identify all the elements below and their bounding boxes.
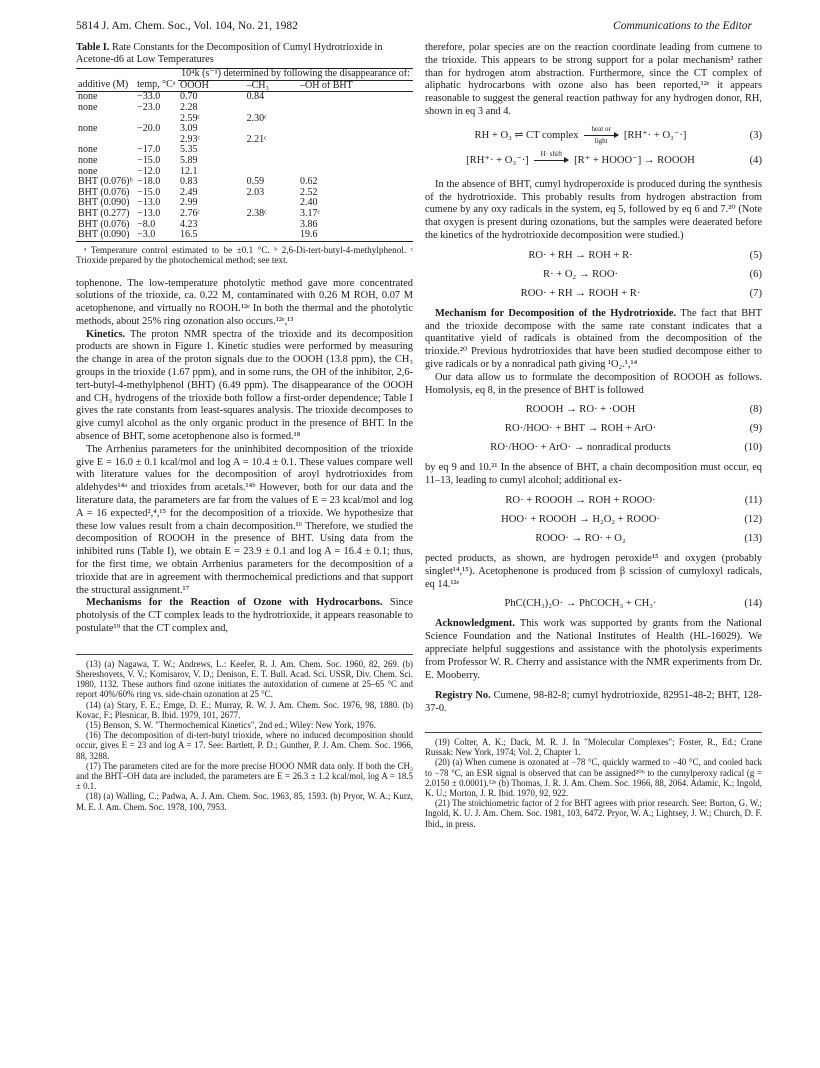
equations-5-7	[425, 247, 762, 304]
reference-entry: (20) (a) When cumene is ozonated at −78 °C, quickly warmed to −40 °C, and cooled back to −78 °C, an ESR signal is observed that can be assigned²⁰ᵇ to the cumylperoxy radical (g = 2.0150 ± 0.0001).¹²ᵉ (b) Thomas, J. R. J. Am. Chem. Soc. 1966, 88, 2064. Adamic, K.; Ingold, K. U.; Morton, J. R. Ibid. 1970, 92, 922.	[425, 757, 762, 798]
rate-constants-table	[76, 68, 413, 242]
table-row	[76, 103, 413, 114]
table-row	[76, 209, 413, 220]
paragraph-heading: Mechanisms for the Reaction of Ozone with Hydrocarbons.	[86, 597, 383, 609]
equation	[425, 420, 762, 439]
equation-number: (12)	[744, 514, 762, 526]
table-cell	[245, 230, 298, 241]
registry-numbers	[425, 690, 762, 716]
acknowledgment	[425, 618, 762, 682]
table-header-row	[76, 80, 413, 92]
equation-body: PhC(CH₃)₂O· → PhCOCH₃ + CH₃·	[504, 598, 657, 610]
table-row	[76, 92, 413, 103]
table-cell: 2.99	[179, 197, 198, 209]
eq3-right: [RH⁺· + O₃⁻·]	[623, 129, 687, 141]
table-cell: 0.84	[246, 91, 265, 103]
equation-number: (5)	[749, 249, 762, 261]
table-cell: 2.40	[299, 197, 318, 209]
equation	[425, 285, 762, 304]
left-paragraph	[76, 597, 413, 635]
table-footnote: ᵃ Temperature control estimated to be ±0.1 °C. ᵇ 2,6-Di-tert-butyl-4-methylphenol. ᶜ Trioxide prepared by the photochemical method; see text.	[76, 244, 413, 266]
table-caption-label: Table I.	[76, 42, 110, 53]
table-cell: 5.89	[179, 154, 198, 166]
reference-entry: (21) The stoichiometric factor of 2 for BHT agrees with prior research. See: Burton, G. W.; Ingold, K. U. J. Am. Chem. Soc. 1981, 103, 6472. Pryor, W. A.; Lightsey, J. W.; Church, D. F. Ibid., in press.	[425, 798, 762, 829]
right-paragraph-6: pected products, as shown, are hydrogen peroxide¹⁵ and oxygen (probably singlet¹⁴,¹⁵). Acetophenone is produced from β scission of cumyloxyl radicals, eq 14.¹²ᵉ	[425, 552, 762, 590]
right-paragraph-1: therefore, polar species are on the reaction coordinate leading from cumene to the trioxide. This appears to be strong support for a polar mechanism² rather than for hydrogen atom abstraction. Furthermore, since the CT complex of aliphatic hydrocarbons with ozone also has been reported,¹²ᵉ it appears reasonable to suggest the general reaction pathway for any hydrogen donor, RH, shown in eq 3 and 4.	[425, 42, 762, 117]
equation-body: R· + O₂ → ROO·	[543, 268, 618, 280]
eq4-left: [RH⁺· + O₃⁻·]	[466, 154, 529, 166]
right-references	[425, 732, 762, 829]
table-header-cell: –OH of BHT	[299, 79, 353, 91]
table-cell: none	[78, 101, 98, 113]
left-paragraph	[76, 329, 413, 444]
equation-3	[425, 124, 762, 146]
table-cell: −20.0	[137, 123, 161, 135]
equations-8-10	[425, 401, 762, 458]
table-cell	[298, 124, 413, 135]
table-cell: 2.59ᶜ	[179, 112, 201, 124]
table-cell: −3.0	[137, 229, 156, 241]
table-cell: none	[78, 91, 98, 103]
equation-body: RO· + ROOOH → ROH + ROOO·	[505, 495, 656, 507]
reference-entry: (19) Colter, A. K.; Dack, M. R. J. In "Molecular Complexes"; Foster, R., Ed.; Crane Russak: New York, 1974; Vol. 2, Chapter 1.	[425, 736, 762, 758]
reference-entry: (14) (a) Stary, F. E.; Emge, D. E.; Murray, R. W. J. Am. Chem. Soc. 1976, 98, 1880. (b) Kovac, F.; Plesnicar, B. Ibid. 1979, 101, 2677.	[76, 699, 413, 720]
equations-11-13	[425, 492, 762, 549]
table-body	[76, 92, 413, 241]
reference-entry: (13) (a) Nagawa, T. W.; Andrews, L.: Keefer, R. J. Am. Chem. Soc. 1960, 82, 269. (b) Shereshovets, V. V.; Komisarov, V. D.; Denison, E. T. Bull. Acad. Sci. USSR, Div. Chem. Sci. 1980, 1132. These authors find ozone initiates the autoxidation of cumene at 25–65 °C and report 40%/60% ring vs. side-chain ozonation at 25 °C.	[76, 658, 413, 700]
left-paragraph	[76, 444, 413, 598]
equation	[425, 401, 762, 420]
paragraph-text: The proton NMR spectra of the trioxide and its decomposition products are shown in Figure 1. Kinetic studies were performed by measuring the change in area of the proton signals due to the OOOH (13.8 ppm), the CH₃ groups in the trioxide (1.67 ppm), and in some runs, the OH of the inhibitor, 2,6-tert-butyl-4-methylphenol (BHT) (6.49 ppm). The disappearance of the OOOH and CH₃ hydrogens of the trioxide both follow a first-order dependence; Table I gives the rate constants from least-squares analysis. The trioxide decomposes to give cumyl alcohol as the only organic product in the presence of BHT. In the absence of BHT, some acetophenone also is formed.¹⁸	[76, 328, 413, 443]
ack-text: This work was supported by grants from the National Science Foundation and the National Institutes of Health (HL-16029). We appreciate helpful suggestions and assistance with the photolysis experiments from Professor W. R. Cherry and assistance with the NMR experiments from Dr. E. Mooberry.	[425, 618, 762, 681]
table-cell: 2.30ᶜ	[246, 112, 267, 124]
table-cell	[298, 114, 413, 125]
running-header	[76, 20, 752, 36]
reference-entry: (18) (a) Walling, C.; Padwa, A. J. Am. Chem. Soc. 1963, 85, 1593. (b) Pryor, W. A.; Kurz, M. E. J. Am. Chem. Soc. 1978, 100, 7953.	[76, 791, 413, 812]
equation-number: (9)	[749, 423, 762, 435]
table-cell: 3.09	[179, 123, 198, 135]
table-cell: −23.0	[137, 101, 161, 113]
eq4-right: [R⁺ + HOOO⁻] → ROOOH	[574, 154, 695, 166]
table-cell: 4.23	[179, 218, 198, 230]
left-column	[76, 42, 413, 812]
table-cell: BHT (0.090)	[78, 229, 130, 241]
table-cell: 3.86	[299, 218, 318, 230]
table-cell	[245, 156, 298, 167]
equation-number: (13)	[744, 533, 762, 545]
table-cell: 16.5	[179, 229, 198, 241]
table-cell: −18.0	[137, 176, 161, 188]
table-cell: BHT (0.090)	[78, 197, 130, 209]
equation-body: RO· + RH → ROH + R·	[528, 249, 633, 261]
eq4-number: (4)	[749, 154, 762, 166]
table-cell: 2.03	[246, 186, 265, 198]
table-cell	[298, 135, 413, 146]
table-cell: 2.28	[179, 101, 198, 113]
table-cell: BHT (0.076)	[78, 186, 130, 198]
table-header-cell: –CH₃	[246, 79, 269, 91]
left-references	[76, 654, 413, 812]
equation	[425, 595, 762, 614]
table-cell: −15.0	[137, 154, 161, 166]
eq3-number: (3)	[749, 129, 762, 141]
table-cell: 2.52	[299, 186, 318, 198]
table-cell: 5.35	[179, 144, 198, 156]
equation-body: RO·/HOO· + ArO· → nonradical products	[490, 442, 671, 454]
eq3-above: heat or	[591, 124, 611, 133]
right-paragraph-2: In the absence of BHT, cumyl hydroperoxide is produced during the synthesis of the hydrotrioxide. This probably results from hydrogen abstraction from cumene by any oxy radicals in the system, eq 5, followed by eq 6 and 7.²⁰ (Note that oxygen is present during ozonations, but the samples were deaerated before the kinetics of the hydrotrioxide decomposition were studied.)	[425, 178, 762, 241]
table-row	[76, 124, 413, 135]
eq3-left: RH + O₃ ⇌ CT complex	[474, 129, 579, 141]
table-cell: none	[78, 123, 98, 135]
table-row	[76, 230, 413, 241]
table-cell: −12.0	[137, 165, 161, 177]
table-header-cell: OOOH	[179, 79, 209, 91]
table-cell: BHT (0.277)	[78, 207, 130, 219]
paragraph-heading: Kinetics.	[86, 328, 125, 340]
registry-text: Cumene, 98-82-8; cumyl hydrotrioxide, 82951-48-2; BHT, 128-37-0.	[425, 690, 762, 715]
table-cell: BHT (0.076)ᵇ	[78, 176, 133, 188]
table-cell: 0.70	[179, 91, 198, 103]
table-cell: 0.83	[179, 176, 198, 188]
eq4-arrow	[534, 149, 568, 161]
table-cell	[298, 103, 413, 114]
table-cell: 2.49	[179, 186, 198, 198]
registry-heading: Registry No.	[435, 690, 491, 702]
equation-number: (10)	[744, 442, 762, 454]
left-body-text	[76, 278, 413, 636]
table-row	[76, 114, 413, 125]
table-cell	[298, 92, 413, 103]
equation-number: (6)	[749, 268, 762, 280]
table-cell: none	[78, 154, 98, 166]
eq4-above: H· shift	[540, 149, 563, 158]
reference-entry: (16) The decomposition of di-tert-butyl trioxide, where no induced decomposition should occur, gives E = 23 and log A = 17. See: Bartlett, P. D.; Gunther, P. J. Am. Chem. Soc. 1966, 88, 3288.	[76, 730, 413, 761]
table-cell: 12.1	[179, 165, 198, 177]
table-header-cell: additive (M)	[78, 79, 129, 91]
mechanism-text: The fact that BHT and the trioxide decompose with the same rate constant indicates that a quantitative yield of radicals is obtained from the decomposition of the trioxide.²⁰ Previous hydrotrioxides that have been studied decompose either to give radicals or by a nonradical path giving ¹O₂.¹,¹⁴	[425, 307, 762, 370]
mechanism-heading: Mechanism for Decomposition of the Hydrotrioxide.	[435, 307, 677, 319]
paragraph-text: The Arrhenius parameters for the uninhibited decomposition of the trioxide give E = 16.0 ± 0.1 kcal/mol and log A = 10.4 ± 0.1. These values compare well with literature values for the decomposition of aroyl hydrotrioxides from aldehydes¹⁴ᵃ and trioxides from acetals.¹⁴ᵇ However, both for our data and the literature data, the parameters are far from the values of E = 23 kcal/mol and log A = 16 expected²,⁴,¹⁵ for the decomposition of a trioxide. We hypothesize that these low values result from a chain decomposition.¹⁶ Therefore, we studied the decomposition of ROOOH in the presence of BHT. Using data from the inhibited runs (Table I), we obtain E = 23.9 ± 0.1 and log A = 16.4 ± 0.1; thus, for the first time, we obtain Arrhenius parameters for the decomposition of a trioxide that are in agreement with thermochemical predictions and that support the structural assignment.¹⁷	[76, 443, 413, 596]
equation	[425, 492, 762, 511]
reference-entry: (17) The parameters cited are for the more precise HOOO NMR data only. If both the CH₃ and the BHT–OH data are included, the parameters are E = 26.3 ± 1.2 kcal/mol, log A = 18.5 ± 0.1.	[76, 760, 413, 792]
equation-number: (11)	[744, 495, 762, 507]
table-cell: 2.76ᶜ	[179, 207, 201, 219]
table-cell: −13.0	[137, 197, 161, 209]
equation-body: ROOOH → RO· + ·OOH	[525, 404, 636, 416]
table-cell: 2.38ᶜ	[246, 207, 267, 219]
paragraph-text: tophenone. The low-temperature photolytic method gave more concentrated solutions of the trioxide, ca. 0.22 M, contaminated with 0.26 M ROH, 0.07 M acetophenone, and virtually no ROOH.¹²ᵉ In both the thermal and the photolytic methods, about 25% ring ozonation also occurs.¹²ᵉ,¹³	[76, 277, 413, 327]
table-row	[76, 135, 413, 146]
table-cell: −13.0	[137, 207, 161, 219]
table-cell: BHT (0.076)	[78, 218, 130, 230]
table-cell	[245, 145, 298, 156]
table-row	[76, 145, 413, 156]
table-cell: 19.6	[299, 229, 318, 241]
equation	[425, 247, 762, 266]
equation-14	[425, 595, 762, 614]
table-cell: 0.59	[246, 176, 265, 188]
table-cell	[298, 145, 413, 156]
left-paragraph	[76, 278, 413, 329]
equation	[425, 439, 762, 458]
table-cell: 0.62	[299, 176, 318, 188]
right-column	[425, 42, 762, 829]
table-cell	[298, 156, 413, 167]
table-caption	[76, 42, 413, 65]
header-section: Communications to the Editor	[613, 20, 752, 32]
right-paragraph-3	[425, 308, 762, 372]
table-cell	[245, 220, 298, 231]
table-cell: −33.0	[137, 91, 161, 103]
header-citation: 5814 J. Am. Chem. Soc., Vol. 104, No. 21, 1982	[76, 20, 298, 32]
eq3-arrow	[584, 124, 618, 145]
paragraph-text: Since photolysis of the CT complex leads to the hydrotrioxide, it appears reasonable to postulate¹⁹ that the CT complex and,	[76, 597, 413, 635]
table-caption-text: Rate Constants for the Decomposition of Cumyl Hydrotrioxide in Acetone-d6 at Low Temperatures	[76, 42, 383, 65]
table-cell: −17.0	[137, 144, 161, 156]
equation	[425, 266, 762, 285]
reference-entry: (15) Benson, S. W. "Thermochemical Kinetics", 2nd ed.; Wiley: New York, 1976.	[86, 720, 376, 731]
equation-number: (8)	[749, 404, 762, 416]
ack-heading: Acknowledgment.	[435, 618, 515, 630]
equation	[425, 530, 762, 549]
table-row	[76, 156, 413, 167]
equation	[425, 511, 762, 530]
table-cell: 2.21ᶜ	[246, 133, 267, 145]
right-paragraph-5: by eq 9 and 10.²¹ In the absence of BHT, a chain decomposition must occur, eq 11–13, leading to cumyl alcohol; additional ex-	[425, 462, 762, 487]
equation-body: ROO· + RH → ROOH + R·	[520, 287, 641, 299]
table-cell	[245, 103, 298, 114]
table-cell: −15.0	[137, 186, 161, 198]
table-cell: −8.0	[137, 218, 156, 230]
right-paragraph-4: Our data allow us to formulate the decomposition of ROOOH as follows. Homolysis, eq 8, in the presence of BHT is followed	[425, 371, 762, 396]
equation-body: HOO· + ROOOH → H₂O₂ + ROOO·	[501, 514, 660, 526]
equation-4	[425, 149, 762, 171]
table-cell: 2.93ᶜ	[179, 133, 201, 145]
eq3-below: light	[594, 136, 608, 145]
equation-body: ROOO· → RO· + O₂	[535, 533, 626, 545]
table-cell: none	[78, 144, 98, 156]
equation-number: (7)	[749, 287, 762, 299]
equation-body: RO·/HOO· + BHT → ROH + ArO·	[504, 423, 657, 435]
table-header-cell: temp, °Cᵃ	[137, 79, 176, 91]
equation-number: (14)	[744, 598, 762, 610]
table-cell: 3.17ᶜ	[299, 207, 321, 219]
table-cell: none	[78, 165, 98, 177]
table-group-header: 10⁴k (s⁻¹) determined by following the disappearance of:	[178, 69, 413, 81]
